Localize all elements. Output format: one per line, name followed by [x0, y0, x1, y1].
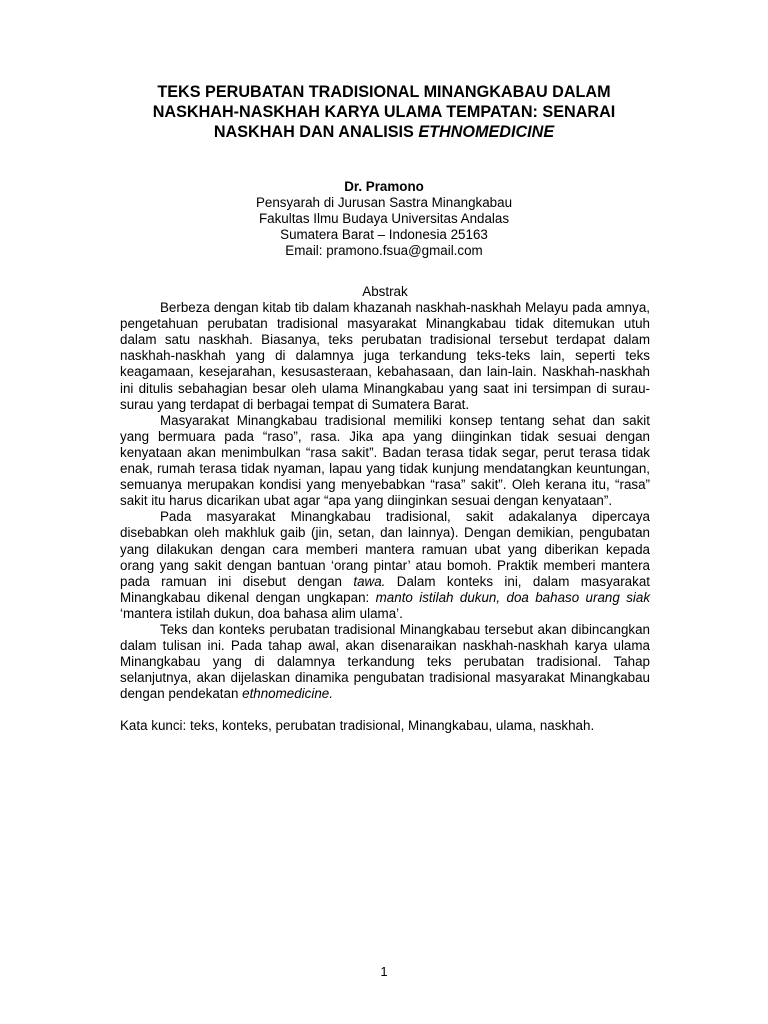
title-line-2: NASKHAH-NASKHAH KARYA ULAMA TEMPATAN: SENARAI: [152, 103, 616, 121]
title-line-3-plain: NASKHAH DAN ANALISIS: [213, 123, 419, 141]
page-number: 1: [380, 964, 388, 979]
p3-text-a: Pada masyarakat Minangkabau tradisional, sakit adakalanya dipercaya disebabkan oleh makhluk gaib (jin, setan, dan lainnya). Dengan demikian, pengubatan yang dilakukan dengan cara memberi mantera ramuan ubat yang diberikan kepada orang yang sakit dengan bantuan ‘orang pintar’ atau bomoh. Praktik memberi mantera pada ramuan ini disebut dengan: [120, 509, 650, 589]
abstract-paragraph-3: [120, 509, 650, 622]
abstract-paragraph-4: [120, 622, 650, 702]
title-line-3-italic: ETHNOMEDICINE: [418, 123, 555, 141]
title-line-1: TEKS PERUBATAN TRADISIONAL MINANGKABAU DALAM: [157, 83, 611, 101]
abstract-paragraph-2: Masyarakat Minangkabau tradisional memiliki konsep tentang sehat dan sakit yang bermuara pada “raso”, rasa. Jika apa yang diinginkan tidak sesuai dengan kenyataan akan menimbulkan “rasa sakit”. Badan terasa tidak segar, perut terasa tidak enak, rumah terasa tidak nyaman, lapau yang tidak kunjung mendatangkan keuntungan, semuanya merupakan kondisi yang menyebabkan “rasa” sakit”. Oleh kerana itu, “rasa” sakit itu harus dicarikan ubat agar “apa yang diinginkan sesuai dengan kenyataan”.: [120, 412, 650, 509]
author-name: Dr. Pramono: [344, 179, 424, 194]
keywords: Kata kunci: teks, konteks, perubatan tradisional, Minangkabau, ulama, naskhah.: [120, 718, 595, 734]
author-faculty: Fakultas Ilmu Budaya Universitas Andalas: [258, 211, 510, 226]
p4-italic-ethnomedicine: ethnomedicine.: [242, 686, 333, 702]
author-email[interactable]: Email: pramono.fsua@gmail.com: [285, 243, 483, 258]
paper-title: [100, 82, 668, 142]
abstract-paragraph-1: Berbeza dengan kitab tib dalam khazanah naskhah-naskhah Melayu pada amnya, pengetahuan perubatan tradisional masyarakat Minangkabau tidak ditemukan utuh dalam satu naskhah. Biasanya, teks perubatan tradisional tersebut terdapat dalam naskhah-naskhah yang di dalamnya juga terkandung teks-teks lain, seperti teks keagamaan, kesejarahan, kesusasteraan, kebahasaan, dan lain-lain. Naskhah-naskhah ini ditulis sebahagian besar oleh ulama Minangkabau yang saat ini tersimpan di surau-surau yang terdapat di berbagai tempat di Sumatera Barat.: [120, 300, 650, 412]
title-line-3: [100, 122, 668, 142]
p3-italic-ungkapan: manto istilah dukun, doa bahaso urang siak: [375, 589, 651, 605]
abstract-section: [120, 284, 650, 735]
author-block: [120, 179, 648, 259]
p3-italic-tawa: tawa.: [353, 573, 386, 589]
author-position: Pensyarah di Jurusan Sastra Minangkabau: [255, 195, 513, 210]
p3-text-c: ‘mantera istilah dukun, doa bahasa alim ulama’.: [120, 605, 403, 621]
p4-text-a: Teks dan konteks perubatan tradisional Minangkabau tersebut akan dibincangkan dalam tulisan ini. Pada tahap awal, akan disenaraikan naskhah-naskhah karya ulama Minangkabau yang di dalamnya terkandung teks perubatan tradisional. Tahap selanjutnya, akan dijelaskan dinamika pengubatan tradisional masyarakat Minangkabau dengan pendekatan: [120, 621, 650, 702]
abstract-heading: Abstrak: [362, 284, 408, 299]
p3-text-b: Dalam konteks ini, dalam masyarakat Minangkabau dikenal dengan ungkapan:: [120, 573, 650, 605]
author-location: Sumatera Barat – Indonesia 25163: [280, 227, 488, 242]
